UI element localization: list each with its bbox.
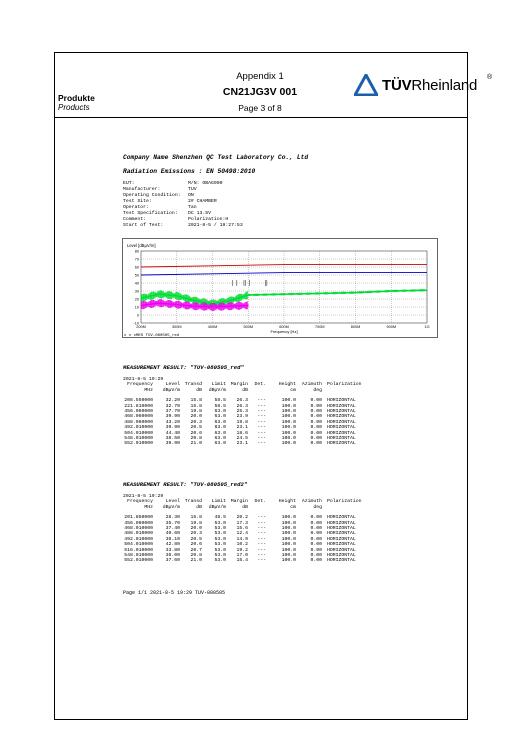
table-header-cell: Polarization — [327, 382, 362, 388]
table-header-cell: dBµV/m — [208, 504, 226, 510]
table-cell: 48.5 — [214, 515, 226, 521]
table-cell: 14.9 — [236, 536, 248, 542]
table-cell: 0.00 — [310, 403, 322, 409]
info-key: Operator: — [123, 205, 149, 210]
y-tick-label: -10 — [133, 321, 139, 326]
logo-bold: TÜV — [382, 77, 412, 94]
table-header-cell: Azimuth — [301, 382, 322, 388]
table-cell: --- — [257, 403, 266, 409]
table-header-cell: Det. — [254, 499, 266, 505]
table-cell: 53.0 — [214, 542, 226, 548]
table-header-cell: dBµV/m — [162, 504, 180, 510]
table-cell: 456.060000 — [124, 409, 153, 415]
table-cell: 37.60 — [165, 558, 180, 564]
table-cell: 100.0 — [281, 520, 296, 526]
result2-table — [123, 494, 382, 564]
table-cell: 15.4 — [236, 558, 248, 564]
table-cell: 63.0 — [214, 414, 226, 420]
table-header-cell: dB — [242, 387, 248, 393]
result1-table — [123, 377, 382, 447]
x-tick-label: 800M — [350, 325, 361, 329]
table-cell: 468.010000 — [124, 526, 153, 532]
result2-title: MEASUREMENT RESULT: "TUV-080505_red2" — [123, 481, 248, 488]
table-cell: 19.2 — [236, 547, 248, 553]
table-header-cell: Level — [165, 499, 180, 505]
table-cell: 53.0 — [214, 520, 226, 526]
table-cell: --- — [257, 436, 266, 442]
y-tick-label: 50 — [134, 273, 139, 278]
table-cell: --- — [257, 558, 266, 564]
table-cell: 221.810000 — [124, 403, 153, 409]
info-value: Tan — [188, 205, 197, 210]
table-cell: HORIZONTAL — [327, 558, 356, 564]
table-cell: 20.6 — [190, 542, 202, 548]
table-cell: 23.1 — [236, 425, 248, 431]
table-cell: HORIZONTAL — [327, 425, 356, 431]
table-cell: 37.70 — [165, 409, 180, 415]
table-cell: --- — [257, 398, 266, 404]
table-cell: 38.50 — [165, 436, 180, 442]
table-cell: 0.00 — [310, 558, 322, 564]
table-cell: 0.00 — [310, 526, 322, 532]
info-key: Comment: — [123, 217, 147, 222]
emission-chart — [122, 238, 438, 338]
page-number: Page 3 of 8 — [238, 103, 282, 113]
table-cell: 38.10 — [165, 536, 180, 542]
table-header-cell: Frequency — [127, 499, 153, 505]
table-cell: 26.3 — [236, 398, 248, 404]
table-cell: 53.0 — [214, 553, 226, 559]
table-cell: 37.40 — [165, 526, 180, 532]
table-cell: 100.0 — [281, 536, 296, 542]
x-tick-label: 600M — [279, 325, 289, 329]
table-cell: 552.010000 — [124, 441, 153, 447]
table-cell: 0.00 — [310, 515, 322, 521]
test-title: Radiation Emissions : EN 50498:2010 — [123, 168, 256, 175]
table-cell: 100.0 — [281, 430, 296, 436]
table-cell: --- — [257, 515, 266, 521]
table-cell: 100.0 — [281, 515, 296, 521]
table-cell: 100.0 — [281, 403, 296, 409]
table-header-cell: Transd — [184, 382, 202, 388]
table-cell: 20.7 — [190, 547, 202, 553]
table-header-cell: Margin — [230, 499, 248, 505]
table-header-cell — [322, 388, 382, 393]
table-header-cell: Height — [278, 382, 296, 388]
appendix-label: Appendix 1 — [236, 71, 284, 82]
table-cell: 53.0 — [214, 536, 226, 542]
table-cell: 0.00 — [310, 441, 322, 447]
test-info — [123, 181, 243, 229]
table-row — [123, 558, 382, 563]
table-cell: --- — [257, 531, 266, 537]
table-cell: 20.0 — [190, 526, 202, 532]
table-cell: 53.0 — [214, 547, 226, 553]
info-key: EUT: — [123, 181, 135, 186]
info-value: 2021-8-5 / 19:27:53 — [188, 223, 243, 228]
info-value: 2# CHAMBER — [188, 199, 217, 204]
table-cell: 35.70 — [165, 520, 180, 526]
table-cell: 552.010000 — [124, 558, 153, 564]
table-cell: 504.010000 — [124, 542, 153, 548]
info-key: Operating Condition: — [123, 193, 181, 198]
y-tick-label: 70 — [134, 257, 139, 262]
table-cell: 0.00 — [310, 430, 322, 436]
table-cell: 36.00 — [165, 553, 180, 559]
table-cell: 516.010000 — [124, 547, 153, 553]
table-cell: 19.8 — [190, 520, 202, 526]
produkte-label: Produkte — [58, 93, 95, 103]
table-cell: 10.2 — [236, 542, 248, 548]
table-cell: 492.010000 — [124, 425, 153, 431]
table-header-cell — [248, 505, 266, 510]
table-header-cell: Margin — [230, 382, 248, 388]
table-header-cell: cm — [290, 387, 296, 393]
result-datetime: 2021-8-5 19:29 — [123, 494, 164, 499]
table-cell: --- — [257, 547, 266, 553]
table-cell: 58.5 — [214, 398, 226, 404]
table-cell: 100.0 — [281, 419, 296, 425]
footer: Page 1/1 2021-8-5 19:29 TUV-080505 — [123, 590, 226, 596]
table-header-row — [123, 388, 382, 393]
logo-rest: Rheinland — [411, 77, 478, 94]
table-cell: 100.0 — [281, 558, 296, 564]
table-header-cell: Det. — [254, 382, 266, 388]
products-label: Products — [58, 103, 90, 112]
table-header-cell: Limit — [211, 499, 226, 505]
table-header-cell: Level — [165, 382, 180, 388]
info-key: Test Site: — [123, 199, 152, 204]
x-tick-label: 300M — [172, 325, 182, 329]
table-cell: 15.6 — [236, 526, 248, 532]
table-cell: 63.0 — [214, 436, 226, 442]
table-cell: 20.5 — [190, 536, 202, 542]
table-cell: HORIZONTAL — [327, 547, 356, 553]
table-cell: 0.00 — [310, 436, 322, 442]
table-cell: 100.0 — [281, 526, 296, 532]
table-cell: --- — [257, 441, 266, 447]
table-cell: 208.550000 — [124, 398, 153, 404]
x-tick-label: 500M — [243, 325, 253, 329]
table-cell: HORIZONTAL — [327, 536, 356, 542]
table-cell: 0.00 — [310, 547, 322, 553]
table-cell: 44.40 — [165, 430, 180, 436]
table-header-cell: Limit — [211, 382, 226, 388]
x-tick-label: 1G — [424, 325, 430, 329]
table-cell: 15.8 — [190, 398, 202, 404]
table-cell: 23.1 — [236, 441, 248, 447]
info-key: Manufacturer: — [123, 187, 161, 192]
table-cell: 63.0 — [214, 425, 226, 431]
table-cell: --- — [257, 520, 266, 526]
table-cell: 201.850000 — [124, 515, 153, 521]
table-cell: 20.6 — [190, 430, 202, 436]
table-cell: 488.010000 — [124, 531, 153, 537]
table-cell: --- — [257, 536, 266, 542]
table-cell: 100.0 — [281, 409, 296, 415]
chart-svg — [123, 239, 437, 337]
info-value: DC 13.5V — [188, 211, 212, 216]
table-cell: 12.4 — [236, 531, 248, 537]
table-cell: 468.060000 — [124, 414, 153, 420]
table-cell: HORIZONTAL — [327, 553, 356, 559]
table-cell: 21.0 — [190, 558, 202, 564]
table-cell: 20.3 — [190, 531, 202, 537]
table-cell: 0.00 — [310, 414, 322, 420]
table-cell: 20.2 — [236, 515, 248, 521]
table-cell: --- — [257, 409, 266, 415]
table-cell: 39.90 — [165, 425, 180, 431]
table-cell: 0.00 — [310, 520, 322, 526]
table-cell: 17.3 — [236, 520, 248, 526]
table-cell: 548.010000 — [124, 553, 153, 559]
table-header-cell — [248, 388, 266, 393]
table-cell: 25.3 — [236, 409, 248, 415]
table-cell: 15.8 — [190, 515, 202, 521]
table-cell: 100.0 — [281, 553, 296, 559]
table-cell: 28.30 — [165, 515, 180, 521]
x-tick-label: 400M — [207, 325, 218, 329]
table-cell: 42.80 — [165, 542, 180, 548]
table-cell: 18.6 — [236, 430, 248, 436]
table-header-cell — [322, 505, 382, 510]
table-cell: 100.0 — [281, 414, 296, 420]
table-cell: 492.010000 — [124, 536, 153, 542]
table-cell: 100.0 — [281, 425, 296, 431]
table-cell: 0.00 — [310, 542, 322, 548]
info-key: Test Specification: — [123, 211, 178, 216]
table-header-cell: Transd — [184, 499, 202, 505]
table-header-cell: Height — [278, 499, 296, 505]
table-cell: 63.0 — [214, 441, 226, 447]
table-cell: HORIZONTAL — [327, 515, 356, 521]
info-value: ON — [188, 193, 194, 198]
table-cell: 20.3 — [190, 419, 202, 425]
table-cell: HORIZONTAL — [327, 542, 356, 548]
table-cell: 0.00 — [310, 419, 322, 425]
company-title: Company Name Shenzhen QC Test Laboratory Co., Ltd — [123, 154, 309, 161]
table-cell: 33.80 — [165, 547, 180, 553]
table-cell: 548.010000 — [124, 436, 153, 442]
table-header-cell: dB — [196, 387, 202, 393]
table-cell: HORIZONTAL — [327, 531, 356, 537]
table-header-cell: cm — [290, 504, 296, 510]
table-cell: --- — [257, 419, 266, 425]
table-cell: 53.0 — [214, 526, 226, 532]
table-header-cell: dB — [196, 504, 202, 510]
table-cell: 53.0 — [214, 531, 226, 537]
table-cell: 39.90 — [165, 441, 180, 447]
x-tick-label: 900M — [386, 325, 396, 329]
table-header-cell: MHz — [144, 387, 153, 393]
table-cell: HORIZONTAL — [327, 419, 356, 425]
table-header-cell: dBµV/m — [162, 387, 180, 393]
info-row — [123, 223, 243, 229]
chart-legend: x x xMES TUV-080505_red — [124, 334, 180, 338]
table-cell: HORIZONTAL — [327, 403, 356, 409]
table-cell: 0.00 — [310, 553, 322, 559]
table-cell: 63.0 — [214, 430, 226, 436]
table-cell: 19.8 — [190, 409, 202, 415]
info-value: M/N: OBAG900 — [188, 181, 223, 186]
table-cell: 0.00 — [310, 409, 322, 415]
table-cell: 24.5 — [236, 436, 248, 442]
table-cell: 63.0 — [214, 409, 226, 415]
table-cell: 100.0 — [281, 436, 296, 442]
result1-title: MEASUREMENT RESULT: "TUV-080505_red" — [123, 364, 244, 371]
result-datetime: 2021-8-5 19:29 — [123, 377, 164, 382]
table-cell: 23.9 — [236, 414, 248, 420]
table-cell: 20.8 — [190, 553, 202, 559]
table-row — [123, 441, 382, 446]
info-key: Start of Test: — [123, 223, 164, 228]
table-cell: 17.0 — [236, 553, 248, 559]
table-cell: --- — [257, 430, 266, 436]
table-cell: 43.20 — [165, 419, 180, 425]
triangle-logo-icon — [354, 74, 378, 96]
table-cell: 39.90 — [165, 414, 180, 420]
info-value: Polarization:H — [188, 217, 229, 222]
table-cell: 0.00 — [310, 425, 322, 431]
y-tick-label: 10 — [134, 305, 139, 310]
table-cell: HORIZONTAL — [327, 441, 356, 447]
table-cell: 63.0 — [214, 419, 226, 425]
chart-ylabel: Level [dBµV/m] — [127, 243, 156, 248]
table-cell: HORIZONTAL — [327, 414, 356, 420]
table-header-cell: deg — [313, 504, 322, 510]
table-cell: 20.8 — [190, 436, 202, 442]
table-cell: 20.5 — [190, 425, 202, 431]
table-cell: 456.060000 — [124, 520, 153, 526]
info-value: TUV — [188, 187, 197, 192]
table-cell: HORIZONTAL — [327, 436, 356, 442]
table-cell: 53.0 — [214, 558, 226, 564]
y-tick-label: 0 — [136, 313, 139, 318]
table-cell: 26.3 — [236, 403, 248, 409]
table-header-cell: MHz — [144, 504, 153, 510]
header-divider — [55, 117, 467, 118]
table-cell: --- — [257, 553, 266, 559]
table-cell: 100.0 — [281, 547, 296, 553]
table-cell: --- — [257, 425, 266, 431]
table-header-cell: dBµV/m — [208, 387, 226, 393]
table-cell: 19.8 — [236, 419, 248, 425]
table-cell: HORIZONTAL — [327, 409, 356, 415]
table-cell: 32.70 — [165, 403, 180, 409]
table-cell: 504.010000 — [124, 430, 153, 436]
table-cell: 100.0 — [281, 531, 296, 537]
x-tick-label: 200M — [136, 325, 146, 329]
table-cell: HORIZONTAL — [327, 398, 356, 404]
table-header-cell: Azimuth — [301, 499, 322, 505]
table-cell: --- — [257, 414, 266, 420]
table-cell: 20.0 — [190, 414, 202, 420]
y-tick-label: 60 — [134, 265, 139, 270]
x-tick-label: 700M — [315, 325, 325, 329]
table-cell: --- — [257, 526, 266, 532]
table-cell: 100.0 — [281, 398, 296, 404]
table-cell: HORIZONTAL — [327, 430, 356, 436]
table-cell: --- — [257, 542, 266, 548]
chart-xlabel: Frequency [Hz] — [270, 329, 298, 334]
y-tick-label: 80 — [134, 249, 139, 254]
table-cell: HORIZONTAL — [327, 526, 356, 532]
table-cell: 32.20 — [165, 398, 180, 404]
tuv-logo — [354, 74, 494, 98]
table-cell: 488.060000 — [124, 419, 153, 425]
y-tick-label: 30 — [134, 289, 139, 294]
table-cell: HORIZONTAL — [327, 520, 356, 526]
table-cell: 100.0 — [281, 542, 296, 548]
table-header-row — [123, 505, 382, 510]
y-tick-label: 20 — [134, 297, 139, 302]
table-header-cell: Frequency — [127, 382, 153, 388]
logo-registered: ® — [487, 74, 493, 81]
table-cell: 21.0 — [190, 441, 202, 447]
table-cell: 0.00 — [310, 531, 322, 537]
y-tick-label: 40 — [134, 281, 139, 286]
report-number: CN21JG3V 001 — [222, 86, 298, 98]
table-header-cell: Polarization — [327, 499, 362, 505]
table-cell: 58.5 — [214, 403, 226, 409]
table-header-cell: dB — [242, 504, 248, 510]
table-cell: 100.0 — [281, 441, 296, 447]
table-cell: 0.00 — [310, 398, 322, 404]
table-cell: 40.60 — [165, 531, 180, 537]
table-cell: 15.8 — [190, 403, 202, 409]
table-header-cell: deg — [313, 387, 322, 393]
table-cell: 0.00 — [310, 536, 322, 542]
